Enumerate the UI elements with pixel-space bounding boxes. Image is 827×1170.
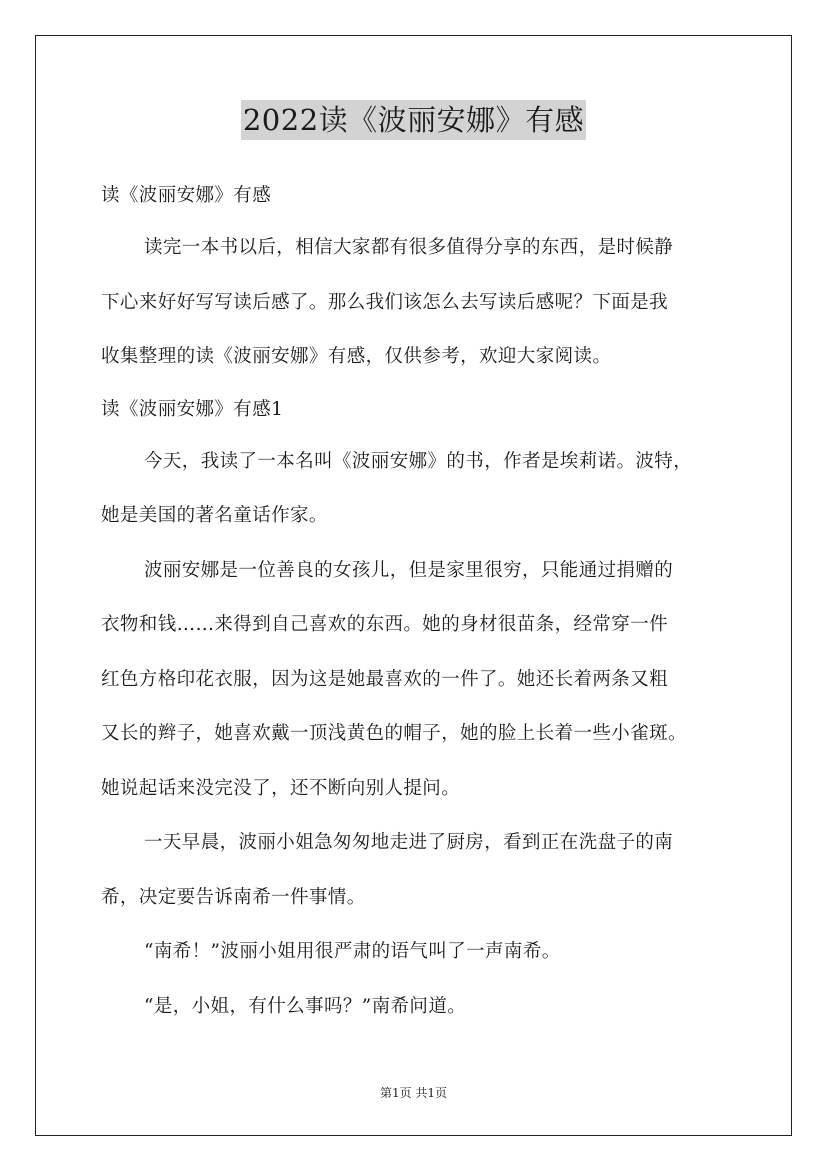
page-footer: 第1页 共1页 [379, 1086, 448, 1100]
document-title: 2022读《波丽安娜》有感 [241, 100, 586, 140]
para2-line-4: 又长的辫子，她喜欢戴一顶浅黄色的帽子，她的脸上长着一些小雀斑。 [101, 723, 687, 744]
para1-line-2: 她是美国的著名童话作家。 [101, 505, 328, 526]
para2-line-3: 红色方格印花衣服，因为这是她最喜欢的一件了。她还长着两条又粗 [101, 668, 669, 690]
para2-line-2: 衣物和钱……来得到自己喜欢的东西。她的身材很苗条，经常穿一件 [101, 614, 669, 635]
section-heading: 读《波丽安娜》有感1 [101, 398, 284, 420]
para2-line-5: 她说起话来没完没了，还不断向别人提问。 [101, 777, 461, 799]
para3-line-1: 一天早晨，波丽小姐急匆匆地走进了厨房，看到正在洗盘子的南 [144, 832, 674, 853]
document-subtitle: 读《波丽安娜》有感 [101, 185, 272, 206]
para2-line-1: 波丽安娜是一位善良的女孩儿，但是家里很穷，只能通过捐赠的 [144, 559, 674, 581]
intro-line-2: 下心来好好写写读后感了。那么我们该怎么去写读后感呢？下面是我 [101, 291, 669, 313]
title-container [0, 100, 827, 140]
para3-line-2: 希，决定要告诉南希一件事情。 [101, 886, 366, 908]
para1-line-1: 今天，我读了一本名叫《波丽安娜》的书，作者是埃莉诺。波特， [144, 450, 693, 472]
document-body [101, 171, 741, 1034]
para5-line: “是，小姐，有什么事吗？”南希问道。 [144, 995, 467, 1017]
para4-line: “南希！”波丽小姐用很严肃的语气叫了一声南希。 [144, 941, 561, 962]
intro-line-3: 收集整理的读《波丽安娜》有感，仅供参考，欢迎大家阅读。 [101, 346, 612, 367]
intro-line-1: 读完一本书以后，相信大家都有很多值得分享的东西，是时候静 [144, 237, 674, 258]
